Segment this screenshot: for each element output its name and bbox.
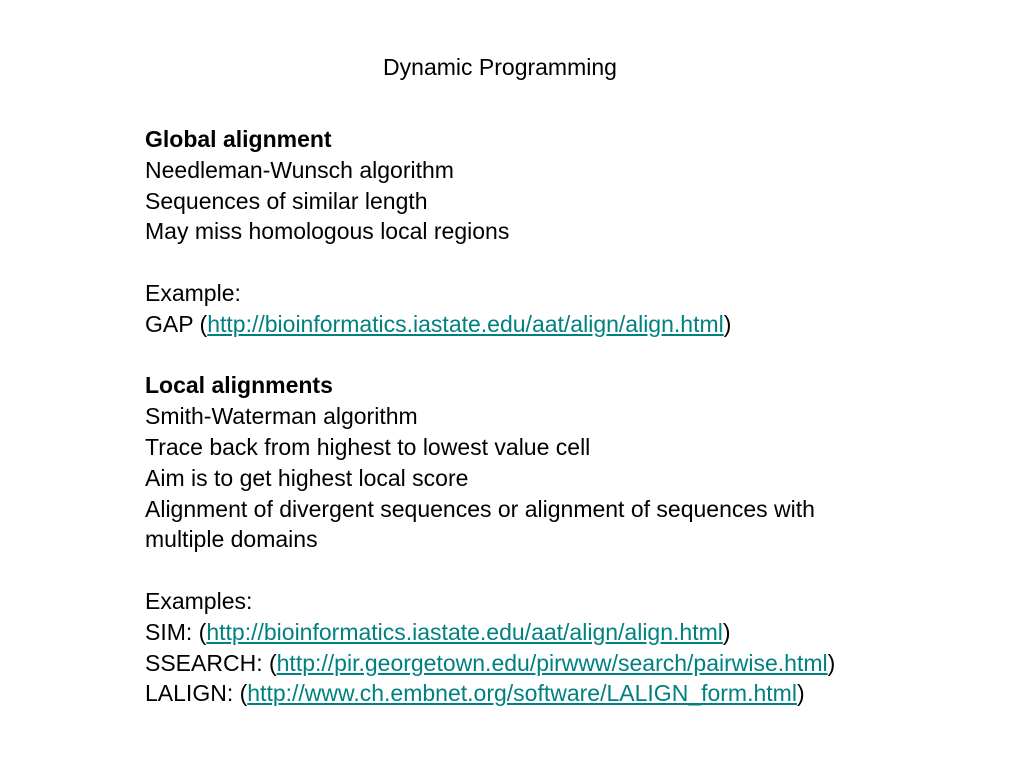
global-line-3: May miss homologous local regions xyxy=(145,218,510,245)
ssearch-example xyxy=(145,648,945,679)
global-line-2: Sequences of similar length xyxy=(145,187,428,214)
sim-link[interactable]: http://bioinformatics.iastate.edu/aat/align/align.html xyxy=(206,618,723,645)
ssearch-link[interactable]: http://pir.georgetown.edu/pirwww/search/pairwise.html xyxy=(276,649,828,676)
example-label: Example: xyxy=(145,279,241,306)
local-alignments-heading: Local alignments xyxy=(145,372,333,399)
spacer xyxy=(145,247,945,278)
ssearch-suffix: ) xyxy=(827,649,836,676)
sim-prefix: SIM: ( xyxy=(145,618,207,645)
local-line-4: Alignment of divergent sequences or alignment of sequences with xyxy=(145,495,815,522)
sim-example xyxy=(145,617,945,648)
global-alignment-heading: Global alignment xyxy=(145,126,332,152)
slide-content xyxy=(145,124,945,709)
ssearch-prefix: SSEARCH: ( xyxy=(145,649,277,676)
gap-suffix: ) xyxy=(723,310,732,337)
local-line-3: Aim is to get highest local score xyxy=(145,464,469,491)
sim-suffix: ) xyxy=(722,618,731,645)
lalign-link[interactable]: http://www.ch.embnet.org/software/LALIGN_form.html xyxy=(247,680,797,707)
spacer xyxy=(145,340,945,371)
local-line-5: multiple domains xyxy=(145,526,318,553)
spacer xyxy=(145,555,945,586)
lalign-suffix: ) xyxy=(796,680,805,707)
lalign-prefix: LALIGN: ( xyxy=(145,680,248,707)
global-line-1: Needleman-Wunsch algorithm xyxy=(145,156,454,183)
gap-example xyxy=(145,309,945,340)
gap-prefix: GAP ( xyxy=(145,310,208,337)
local-line-2: Trace back from highest to lowest value cell xyxy=(145,433,591,460)
lalign-example xyxy=(145,678,945,709)
examples-label: Examples: xyxy=(145,587,253,614)
gap-link[interactable]: http://bioinformatics.iastate.edu/aat/align/align.html xyxy=(207,310,724,337)
slide-title: Dynamic Programming xyxy=(383,54,617,80)
local-line-1: Smith-Waterman algorithm xyxy=(145,403,418,430)
